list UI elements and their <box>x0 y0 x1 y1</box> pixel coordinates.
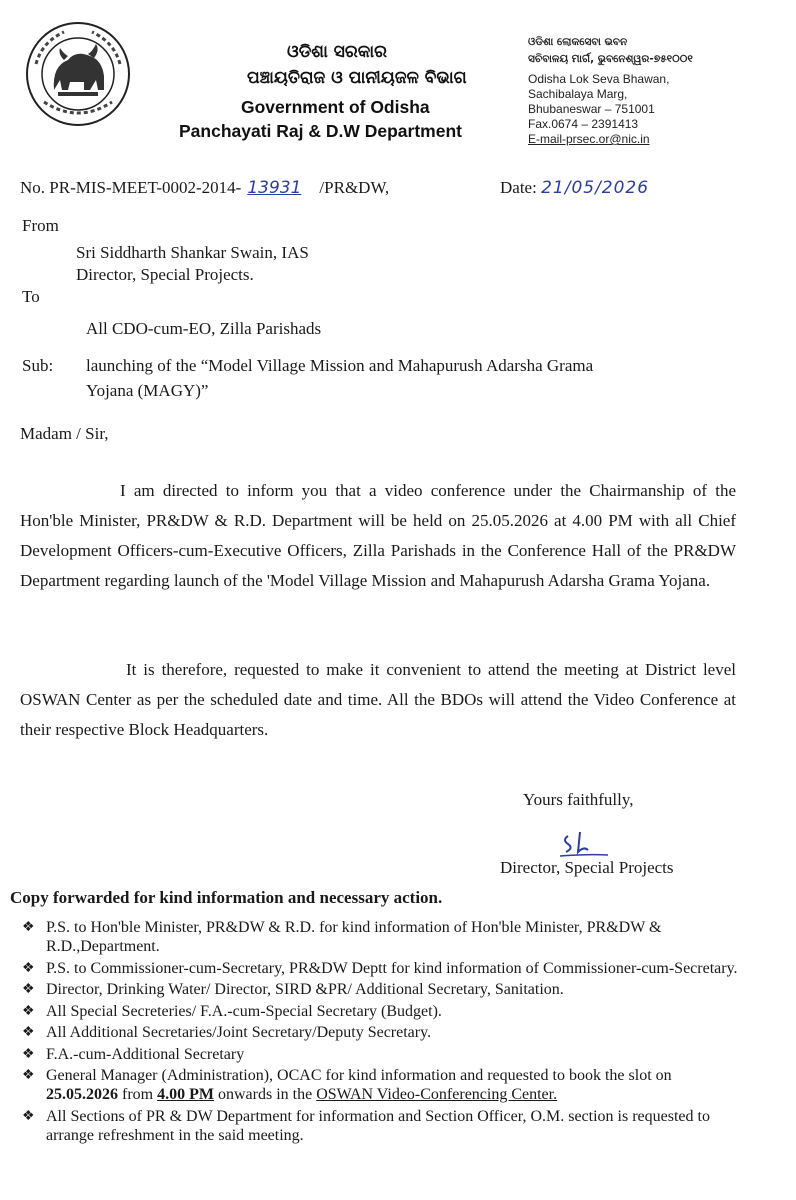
from-label: From <box>22 216 59 235</box>
address-line: Fax.0674 – 2391413 <box>528 117 639 131</box>
header-govt: Government of Odisha <box>241 97 430 117</box>
diamond-bullet-icon: ❖ <box>22 920 35 935</box>
subject-line-2: Yojana (MAGY)” <box>86 381 209 400</box>
address-odia-line1: ଓଡିଶା ଲୋକସେବା ଭବନ <box>528 36 628 48</box>
list-item: ❖ All Additional Secretaries/Joint Secretary/Deputy Secretary. <box>22 1024 432 1041</box>
header-odia-dept: ପଞ୍ଚାୟତିରାଜ ଓ ପାନୀୟଜଳ ବିଭାଗ <box>247 68 467 88</box>
diamond-bullet-icon: ❖ <box>22 1108 35 1124</box>
diamond-bullet-icon: ❖ <box>22 982 35 997</box>
address-line: Odisha Lok Seva Bhawan, <box>528 72 670 86</box>
signatory-designation: Director, Special Projects <box>500 858 674 877</box>
subject-label: Sub: <box>22 356 54 375</box>
list-item: ❖ General Manager (Administration), OCAC for kind information and requested to book the slot on 25.05.2026 from 4.00 PM onwards in the OSWAN Video-Conferencing Center. <box>22 1067 672 1103</box>
letter-number-suffix: /PR&DW, <box>319 178 390 197</box>
diamond-bullet-icon: ❖ <box>22 1003 35 1019</box>
list-item: ❖ P.S. to Hon'ble Minister, PR&DW & R.D. for kind information of Hon'ble Minister, PR&DW & R.D.,Department. <box>22 919 662 955</box>
copy-forwarded-title: Copy forwarded for kind information and necessary action. <box>10 888 443 907</box>
header-odia-govt: ଓଡିଶା ସରକାର <box>287 42 388 62</box>
list-item: ❖ F.A.-cum-Additional Secretary <box>22 1045 245 1063</box>
from-name: Sri Siddharth Shankar Swain, IAS <box>76 243 309 262</box>
odisha-government-seal-icon <box>24 20 132 128</box>
letter-number <box>20 178 389 198</box>
list-item: ❖ All Special Secreteries/ F.A.-cum-Special Secretary (Budget). <box>22 1002 442 1020</box>
list-item: ❖ All Sections of PR & DW Department for information and Section Officer, O.M. section is requested to arrange refreshment in the said meeting. <box>22 1107 710 1144</box>
salutation: Madam / Sir, <box>20 424 109 443</box>
subject-line-1: launching of the “Model Village Mission and Mahapurush Adarsha Grama <box>86 356 594 375</box>
diamond-bullet-icon: ❖ <box>22 1068 35 1083</box>
booking-place: OSWAN Video-Conferencing Center. <box>316 1086 558 1103</box>
diamond-bullet-icon: ❖ <box>22 1046 35 1062</box>
handwritten-signature-icon <box>558 826 618 860</box>
letter-number-handwritten: 13931 <box>247 178 302 198</box>
to-label: To <box>22 287 40 306</box>
diamond-bullet-icon: ❖ <box>22 960 35 976</box>
diamond-bullet-icon: ❖ <box>22 1025 35 1040</box>
closing-yours-faithfully: Yours faithfully, <box>523 790 634 809</box>
email-address: E-mail-prsec.or@nic.in <box>528 132 650 146</box>
letter-number-prefix: No. PR-MIS-MEET-0002-2014- <box>20 178 242 197</box>
header-dept: Panchayati Raj & D.W Department <box>179 121 462 141</box>
booking-date: 25.05.2026 <box>46 1086 118 1103</box>
date-handwritten: 21/05/2026 <box>541 178 650 198</box>
date-label: Date: <box>500 178 537 197</box>
letter-date <box>500 178 649 198</box>
body-paragraph-2: It is therefore, requested to make it convenient to attend the meeting at District level OSWAN Center as per the scheduled date and time. All the BDOs will attend the Video Conference at their respective Block Headquarters. <box>20 660 736 739</box>
body-paragraph-1: I am directed to inform you that a video conference under the Chairmanship of the Hon'ble Minister, PR&DW & R.D. Department will be held on 25.05.2026 at 4.00 PM with all Chief Development Officers-cum-Executive Officers, Zilla Parishads in the Conference Hall of the PR&DW Department regarding launch of the 'Model Village Mission and Mahapurush Adarsha Grama Yojana. <box>20 481 736 590</box>
list-item: ❖ Director, Drinking Water/ Director, SIRD &PR/ Additional Secretary, Sanitation. <box>22 981 564 998</box>
copy-recipients-list <box>22 918 742 1147</box>
address-line: Bhubaneswar – 751001 <box>528 102 655 116</box>
list-item: ❖ P.S. to Commissioner-cum-Secretary, PR&DW Deptt for kind information of Commissioner-cum-Secretary. <box>22 959 738 977</box>
booking-time: 4.00 PM <box>157 1086 214 1103</box>
address-line: Sachibalaya Marg, <box>528 87 628 101</box>
from-designation: Director, Special Projects. <box>76 265 254 284</box>
to-recipient: All CDO-cum-EO, Zilla Parishads <box>86 319 322 338</box>
address-odia-line2: ସଚିବାଳୟ ମାର୍ଗ, ଭୁବନେଶ୍ୱର-୭୫୧୦୦୧ <box>528 53 693 65</box>
